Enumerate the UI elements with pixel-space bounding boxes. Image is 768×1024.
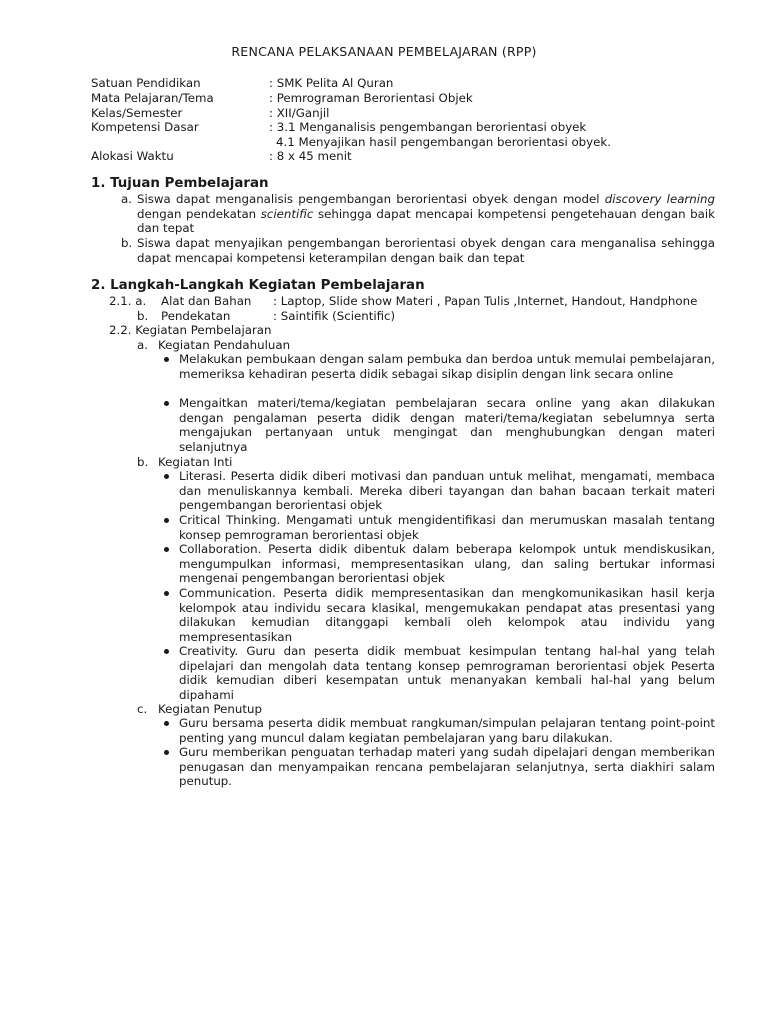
bullet-dot [164, 547, 169, 552]
identity-value-mapel: : Pemrograman Berorientasi Objek [269, 91, 473, 105]
identity-value-kd-3: : 3.1 Menganalisis pengembangan berorientasi obyek [269, 120, 587, 134]
pendahuluan-label: Kegiatan Pendahuluan [158, 338, 291, 352]
list-marker-a: a. [121, 192, 132, 206]
list-marker-b: b. [121, 236, 133, 250]
sub-marker-2-1-b: b. [137, 309, 149, 323]
section-heading-tujuan: 1. Tujuan Pembelajaran [91, 176, 269, 191]
inti-bullet-collaboration: Collaboration. Peserta didik dibentuk dalam beberapa kelompok untuk mendiskusikan, mengumpulkan informasi, mempresentasikan ulang, dan saling bertukar informasi mengenai pengembangan berorientasi objek [179, 542, 715, 586]
inti-bullet-literasi: Literasi. Peserta didik diberi motivasi dan panduan untuk melihat, mengamati, membaca dan menuliskannya kembali. Mereka diberi tayangan dan bahan bacaan terkait materi pengembangan berorientasi objek [179, 469, 715, 513]
inti-bullet-communication: Communication. Peserta didik mempresentasikan dan mengkomunikasikan hasil kerja kelompok atau individu secara klasikal, mengemukakan pendapat atas presentasi yang dilakukan kemudian ditanggapi kembali oleh kelompok atau individu yang mempresentasikan [179, 586, 715, 644]
penutup-bullet-1: Guru bersama peserta didik membuat rangkuman/simpulan pelajaran tentang point-point penting yang muncul dalam kegiatan pembelajaran yang baru dilakukan. [179, 716, 715, 745]
penutup-marker: c. [137, 702, 148, 716]
bullet-dot [164, 401, 169, 406]
document-title: RENCANA PELAKSANAAN PEMBELAJARAN (RPP) [231, 44, 537, 59]
identity-label-satuan: Satuan Pendidikan [91, 76, 201, 90]
bullet-dot [164, 591, 169, 596]
bullet-dot [164, 649, 169, 654]
penutup-bullet-2: Guru memberikan penguatan terhadap materi yang sudah dipelajari dengan memberikan penugasan dan menyampaikan rencana pembelajaran selanjutnya, serta diakhiri salam penutup. [179, 745, 715, 789]
tujuan-a-text-3: sehingga dapat mencapai kompetensi pengetehauan dengan baik dan tepat [137, 206, 715, 236]
section-heading-langkah: 2. Langkah-Langkah Kegiatan Pembelajaran [91, 278, 425, 293]
tujuan-a-text-1: Siswa dapat menganalisis pengembangan berorientasi obyek dengan model [137, 192, 605, 206]
identity-value-alokasi: : 8 x 45 menit [269, 149, 352, 163]
identity-label-mapel: Mata Pelajaran/Tema [91, 91, 214, 105]
inti-bullet-creativity: Creativity. Guru dan peserta didik membuat kesimpulan tentang hal-hal yang telah dipelajari dan mengolah data tentang konsep pemrograman berorientasi objek Peserta didik kemudian diberi kesempatan untuk menanyakan kembali hal-hal yang belum dipahami [179, 644, 715, 702]
tujuan-a-text-2: dengan pendekatan [137, 206, 261, 221]
pendahuluan-bullet-1: Melakukan pembukaan dengan salam pembuka dan berdoa untuk memulai pembelajaran, memeriksa kehadiran peserta didik sebagai sikap disiplin dengan link secara online [179, 352, 715, 381]
penutup-label: Kegiatan Penutup [158, 702, 262, 716]
identity-value-kd-4: 4.1 Menyajikan hasil pengembangan berorientasi obyek. [276, 135, 611, 149]
tujuan-item-a [137, 192, 715, 236]
bullet-dot [164, 518, 169, 523]
identity-value-satuan: : SMK Pelita Al Quran [269, 76, 394, 90]
sub-marker-2-1-a: 2.1. a. [109, 294, 147, 308]
bullet-dot [164, 750, 169, 755]
pendekatan-label: Pendekatan [161, 309, 231, 323]
identity-label-kd: Kompetensi Dasar [91, 120, 199, 134]
bullet-dot [164, 721, 169, 726]
identity-label-alokasi: Alokasi Waktu [91, 149, 174, 163]
pendahuluan-marker: a. [137, 338, 148, 352]
bullet-dot [164, 474, 169, 479]
pendahuluan-bullet-2: Mengaitkan materi/tema/kegiatan pembelajaran secara online yang akan dilakukan dengan pengalaman peserta didik dengan materi/tema/kegiatan sebelumnya serta mengajukan pertanyaan untuk mengingat dan menghubungkan dengan materi selanjutnya [179, 396, 715, 454]
pendekatan-value: : Saintifik (Scientific) [273, 309, 396, 323]
kegiatan-pembelajaran-label: 2.2. Kegiatan Pembelajaran [109, 323, 272, 337]
identity-value-kelas: : XII/Ganjil [269, 106, 330, 120]
identity-label-kelas: Kelas/Semester [91, 106, 183, 120]
bullet-dot [164, 357, 169, 362]
inti-marker: b. [137, 455, 149, 469]
tujuan-a-italic-1: discovery learning [604, 192, 715, 206]
inti-bullet-critical-thinking: Critical Thinking. Mengamati untuk mengidentifikasi dan merumuskan masalah tentang konsep pemrograman berorientasi objek [179, 513, 715, 542]
tujuan-item-b: Siswa dapat menyajikan pengembangan berorientasi obyek dengan cara menganalisa sehingga dapat mencapai kompetensi keterampilan dengan baik dan tepat [137, 236, 715, 265]
inti-label: Kegiatan Inti [158, 455, 233, 469]
tujuan-a-italic-2: scientific [260, 206, 314, 221]
alat-bahan-value: : Laptop, Slide show Materi , Papan Tulis ,Internet, Handout, Handphone [273, 294, 698, 308]
alat-bahan-label: Alat dan Bahan [161, 294, 252, 308]
